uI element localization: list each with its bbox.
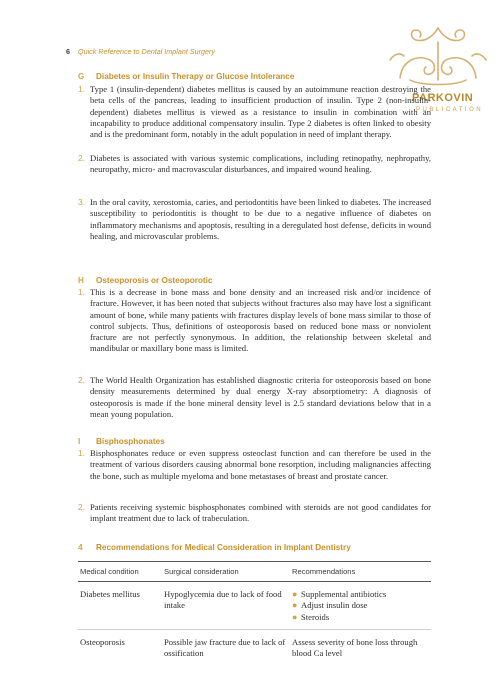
item-text: Diabetes is associated with various systemic complications, including retinopathy, nephropathy, neuropathy, micro- and macrovascular disturbances, and impaired wound healing. bbox=[90, 153, 431, 175]
bullet-icon: ● bbox=[292, 589, 298, 599]
list-item bbox=[78, 448, 431, 482]
section-letter: I bbox=[78, 437, 81, 446]
recommendation-cell bbox=[290, 582, 431, 630]
table-title bbox=[78, 543, 351, 552]
list-item bbox=[78, 502, 431, 525]
recommendation-text: Steroids bbox=[301, 611, 330, 622]
item-number: 2. bbox=[78, 375, 85, 385]
list-item bbox=[292, 589, 427, 600]
table-row bbox=[78, 582, 431, 630]
item-text: In the oral cavity, xerostomia, caries, and periodontitis have been linked to diabetes. The increased susceptibility to periodontitis is thought to be due to a negative influence of diabetes on inflammatory mechanisms and apoptosis, resulting in a deregulated host defense, deficits in wound healing, and microvascular problems. bbox=[90, 197, 431, 241]
item-number: 1. bbox=[78, 448, 85, 458]
item-number: 1. bbox=[78, 84, 85, 94]
section-title: Osteoporosis or Osteoporotic bbox=[96, 276, 213, 285]
section-letter: H bbox=[78, 276, 84, 285]
running-header bbox=[66, 47, 215, 56]
item-number: 3. bbox=[78, 197, 85, 207]
column-header: Recommendations bbox=[290, 562, 431, 582]
publisher-brand: PARKOVIN bbox=[412, 92, 474, 104]
recommendation-list bbox=[292, 589, 427, 623]
recommendation-text: Supplemental antibiotics bbox=[301, 589, 387, 599]
list-item bbox=[78, 84, 431, 140]
list-item bbox=[78, 153, 431, 176]
item-number: 2. bbox=[78, 502, 85, 512]
table-title-text: Recommendations for Medical Consideration in Implant Dentistry bbox=[96, 543, 351, 552]
condition-cell: Osteoporosis bbox=[80, 636, 125, 647]
section-heading-g bbox=[78, 72, 294, 81]
section-heading-h bbox=[78, 276, 212, 285]
section-title: Bisphosphonates bbox=[96, 437, 165, 446]
section-letter: G bbox=[78, 72, 85, 81]
section-heading-i bbox=[78, 437, 165, 446]
running-title: Quick Reference to Dental Implant Surgery bbox=[78, 47, 216, 56]
section-title: Diabetes or Insulin Therapy or Glucose Intolerance bbox=[96, 72, 295, 81]
recommendations-table bbox=[78, 561, 431, 665]
condition-cell: Diabetes mellitus bbox=[78, 582, 162, 630]
column-header: Medical condition bbox=[78, 562, 162, 582]
item-text: Patients receiving systemic bisphosphonates combined with steroids are not good candidates for implant treatment due to lack of trabeculation. bbox=[90, 502, 431, 524]
item-number: 1. bbox=[78, 287, 85, 297]
bullet-icon: ● bbox=[292, 600, 298, 611]
list-item bbox=[292, 612, 427, 623]
surgical-cell: Hypoglycemia due to lack of food intake bbox=[162, 582, 290, 630]
item-text: Type 1 (insulin-dependent) diabetes mellitus is caused by an autoimmune reaction destroying the beta cells of the pancreas, leading to insufficient production of insulin. Type 2 (non-insulin-dependent) diabetes mellitus is viewed as a resistance to insulin in combination with an incapability to produce additional compensatory insulin. Type 2 diabetes is often linked to obesity and is the predominant form, notably in the adult population in need of implant therapy. bbox=[90, 84, 431, 140]
item-number: 2. bbox=[78, 153, 85, 163]
page-number: 6 bbox=[66, 47, 70, 56]
recommendation-text: Adjust insulin dose bbox=[301, 600, 368, 611]
list-item bbox=[78, 287, 431, 355]
list-item bbox=[292, 600, 427, 611]
surgical-cell: Possible jaw fracture due to lack of ossification bbox=[164, 636, 286, 659]
publisher-tag: PUBLICATION bbox=[416, 107, 484, 113]
list-item bbox=[78, 375, 431, 420]
bullet-icon: ● bbox=[292, 611, 298, 622]
item-text: Bisphosphonates reduce or even suppress osteoclast function and can therefore be used in the treatment of various disorders causing abnormal bone resorption, including malignancies affecting the bone, such as multiple myeloma and bone metastases of breast and prostate cancer. bbox=[90, 448, 431, 481]
table-number: 4 bbox=[78, 543, 83, 552]
recommendation-cell: Assess severity of bone loss through blood Ca level bbox=[292, 636, 418, 659]
table-row bbox=[78, 629, 431, 665]
item-text: This is a decrease in bone mass and bone density and an increased risk and/or incidence of fracture. However, it has been noted that subjects without fractures also may have lost a significant amount of bone, while many patients with fractures display levels of bone mass similar to those of control subjects. Thus, definitions of osteoporosis based on reduced bone mass or nonviolent fracture are not perfectly synonymous. In addition, the relationship between skeletal and mandibular or maxillary bone mass is limited. bbox=[90, 287, 431, 354]
list-item bbox=[78, 197, 431, 242]
item-text: The World Health Organization has established diagnostic criteria for osteoporosis based on bone density measurements determined by dual energy X-ray absorptiometry: A diagnosis of osteoporosis is made if the bone mineral density level is 2.5 standard deviations below that in a mean young population. bbox=[90, 375, 431, 419]
table-header-row bbox=[78, 562, 431, 582]
column-header: Surgical consideration bbox=[162, 562, 290, 582]
